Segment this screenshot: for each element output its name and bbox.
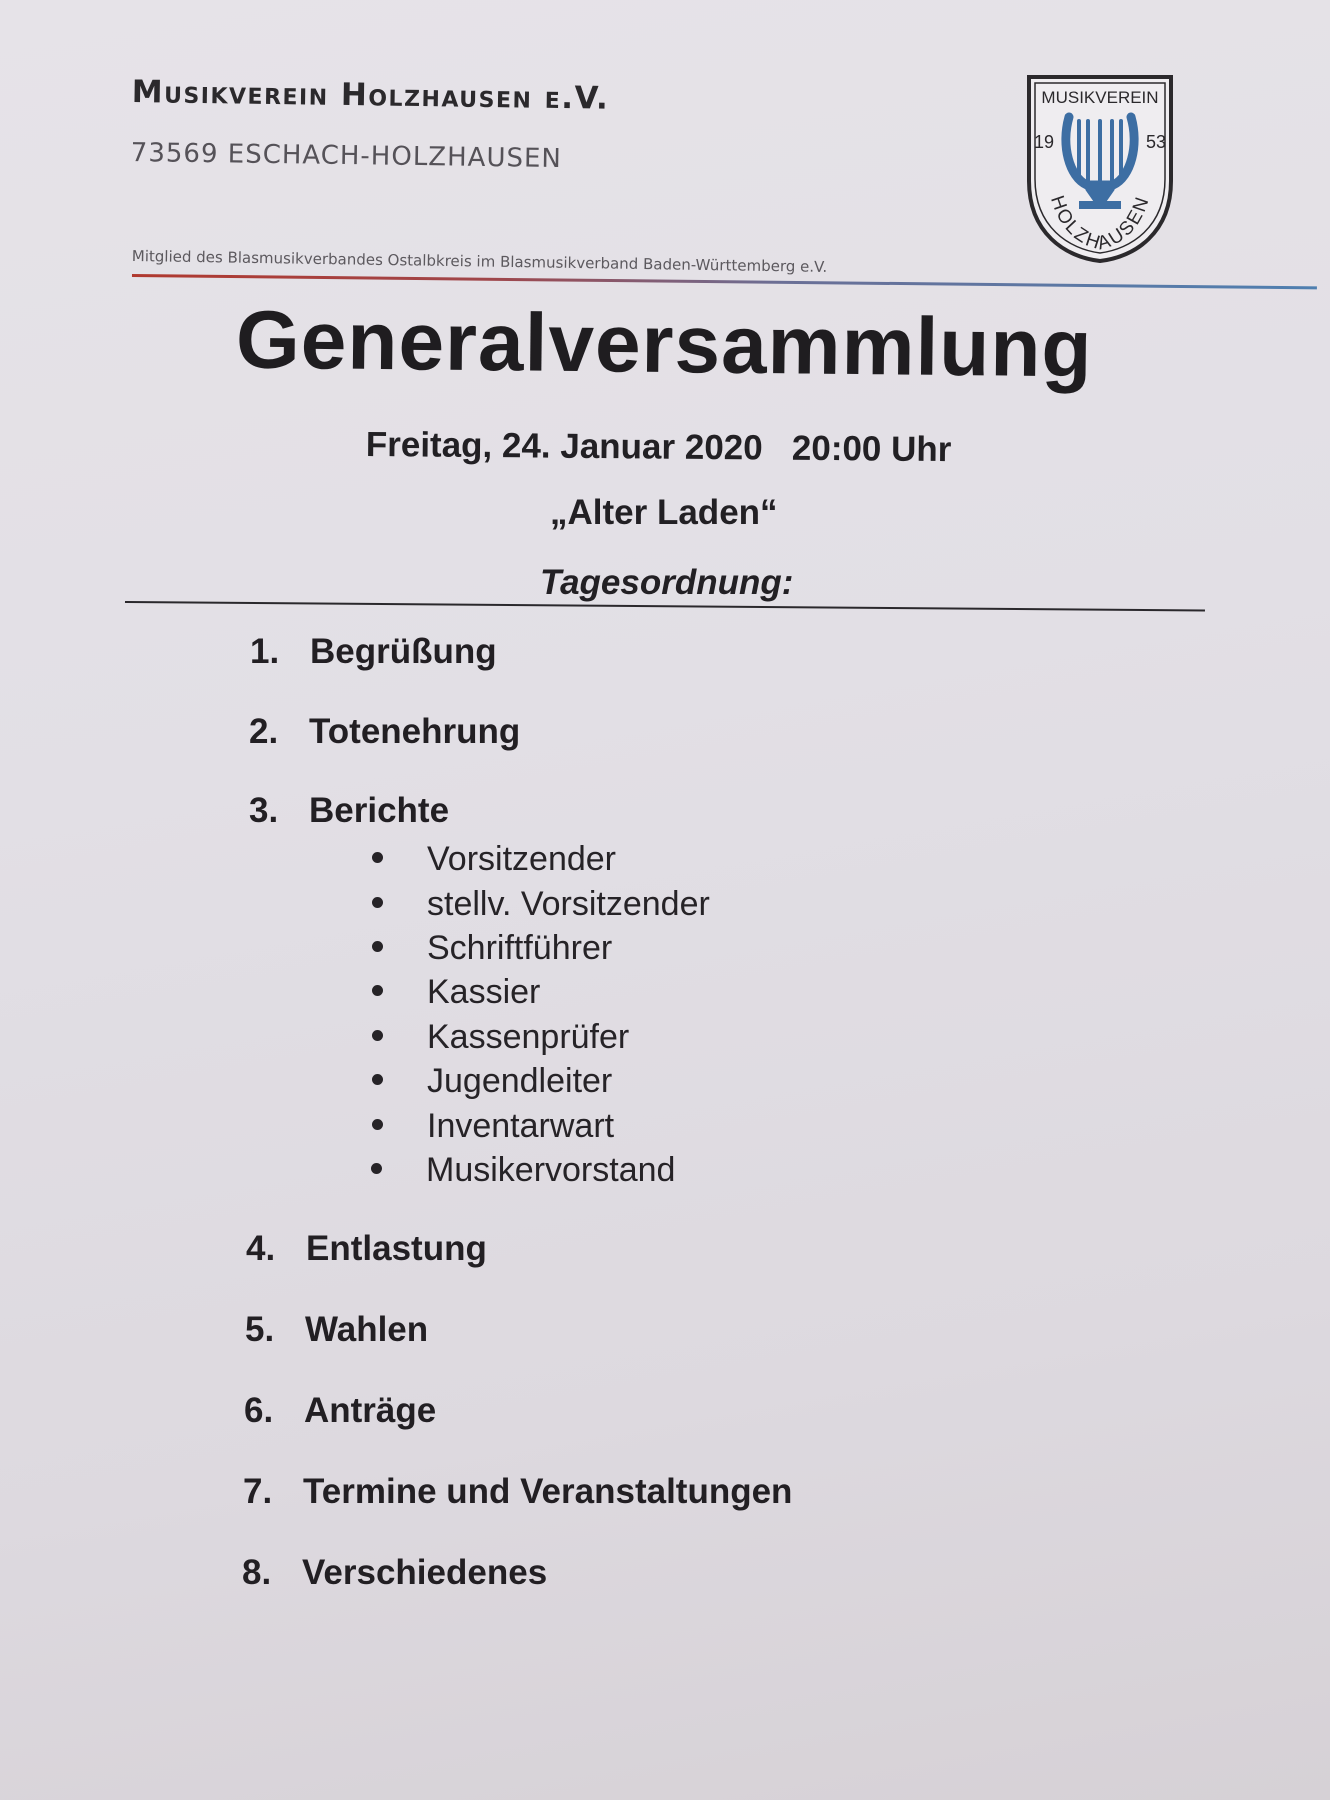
agenda-item-label: Berichte (309, 791, 450, 830)
report-item-2 (372, 885, 710, 924)
agenda-item-1 (250, 632, 497, 672)
bullet-icon (371, 1163, 382, 1174)
page-title (0, 294, 1330, 395)
agenda-item-number: 8. (242, 1553, 272, 1592)
report-label: Schriftführer (427, 929, 613, 967)
agenda-item-5 (245, 1310, 428, 1350)
agenda-item-4 (246, 1229, 487, 1269)
report-label: Vorsitzender (427, 840, 616, 878)
agenda-item-label: Termine und Veranstaltungen (303, 1472, 793, 1511)
bullet-icon (372, 1030, 383, 1041)
logo-top-text: MUSIKVEREIN (1041, 88, 1159, 107)
report-item-1 (372, 840, 616, 879)
agenda-item-label: Verschiedenes (302, 1553, 548, 1592)
agenda-item-label: Totenehrung (309, 712, 521, 751)
logo-year-right: 53 (1145, 132, 1167, 152)
agenda-item-label: Anträge (304, 1391, 437, 1430)
letterhead-organization: Musikverein Holzhausen e.V. (131, 74, 610, 117)
report-label: Inventarwart (427, 1107, 615, 1145)
agenda-item-8 (242, 1553, 547, 1593)
report-item-8 (371, 1151, 675, 1190)
bullet-icon (372, 852, 383, 863)
agenda-item-6 (244, 1391, 436, 1431)
report-item-6 (372, 1062, 612, 1101)
report-item-3 (372, 929, 612, 968)
agenda-heading: Tagesordnung: (540, 563, 794, 602)
agenda-item-number: 3. (249, 791, 279, 830)
logo-year-left: 19 (1033, 132, 1055, 152)
agenda-item-number: 2. (249, 712, 279, 751)
bullet-icon (372, 1119, 383, 1130)
agenda-item-3 (249, 791, 449, 831)
report-item-4 (372, 973, 540, 1012)
agenda-item-label: Entlastung (306, 1229, 487, 1268)
report-item-7 (372, 1107, 614, 1146)
agenda-item-number: 7. (243, 1472, 273, 1511)
membership-line: Mitglied des Blasmusikverbandes Ostalbkreis im Blasmusikverband Baden-Württemberg e.V. (131, 247, 828, 276)
agenda-item-number: 4. (246, 1229, 276, 1268)
agenda-item-label: Wahlen (305, 1310, 429, 1349)
meeting-date-time: Freitag, 24. Januar 2020 20:00 Uhr (365, 425, 952, 470)
agenda-item-7 (243, 1472, 792, 1512)
bullet-icon (372, 985, 383, 996)
bullet-icon (372, 897, 383, 908)
page-title-text: Generalversammlung (235, 294, 1093, 395)
musikverein-logo (1025, 73, 1175, 265)
bullet-icon (372, 1074, 383, 1085)
agenda-item-2 (249, 712, 520, 752)
letterhead-divider (132, 274, 1317, 289)
report-label: stellv. Vorsitzender (427, 885, 710, 923)
agenda-item-number: 1. (250, 632, 280, 671)
letterhead-address: 73569 ESCHACH-HOLZHAUSEN (130, 138, 563, 175)
report-item-5 (372, 1018, 629, 1057)
report-label: Kassenprüfer (427, 1018, 630, 1056)
meeting-location: „Alter Laden“ (550, 493, 778, 532)
agenda-item-label: Begrüßung (310, 632, 497, 671)
bullet-icon (372, 941, 383, 952)
report-label: Kassier (427, 973, 541, 1011)
report-label: Musikervorstand (426, 1151, 676, 1189)
agenda-item-number: 6. (244, 1391, 274, 1430)
report-label: Jugendleiter (427, 1062, 613, 1100)
logo-bottom-text: HOLZHAUSEN (1045, 193, 1155, 255)
agenda-item-number: 5. (245, 1310, 275, 1349)
